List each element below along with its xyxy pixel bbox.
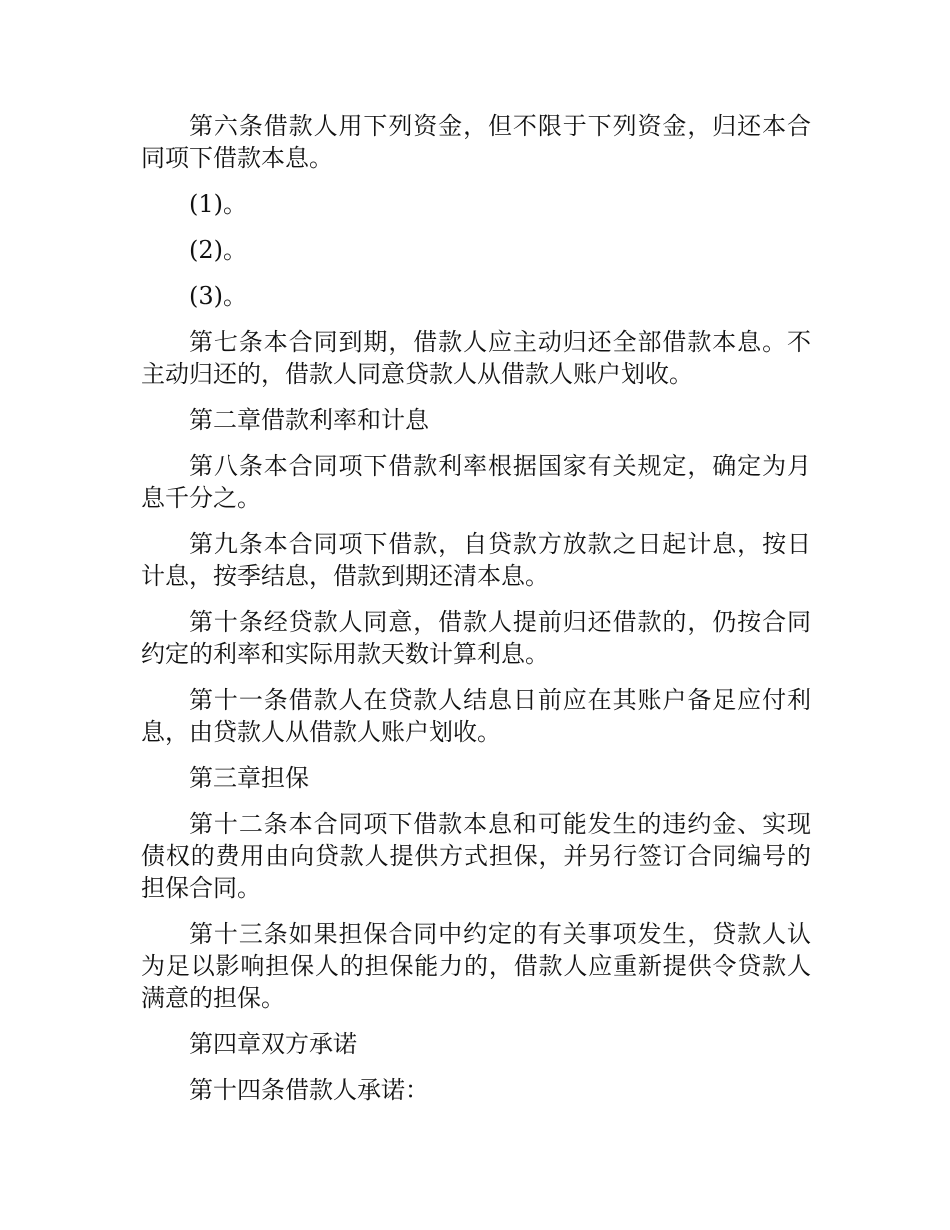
article-10: 第十条经贷款人同意，借款人提前归还借款的，仍按合同约定的利率和实际用款天数计算利息。 (141, 608, 811, 668)
document-body (141, 110, 811, 1120)
article-9: 第九条本合同项下借款，自贷款方放款之日起计息，按日计息，按季结息，借款到期还清本息。 (141, 530, 811, 590)
article-7: 第七条本合同到期，借款人应主动归还全部借款本息。不主动归还的，借款人同意贷款人从借款人账户划收。 (141, 328, 811, 388)
list-item-3: (3)。 (189, 282, 247, 310)
chapter-3-heading: 第三章担保 (189, 764, 309, 792)
article-11: 第十一条借款人在贷款人结息日前应在其账户备足应付利息，由贷款人从借款人账户划收。 (141, 686, 811, 746)
chapter-2-heading: 第二章借款利率和计息 (189, 406, 429, 434)
article-6: 第六条借款人用下列资金，但不限于下列资金，归还本合同项下借款本息。 (141, 112, 811, 172)
article-13: 第十三条如果担保合同中约定的有关事项发生，贷款人认为足以影响担保人的担保能力的，借款人应重新提供令贷款人满意的担保。 (141, 920, 811, 1012)
list-item-1: (1)。 (189, 190, 247, 218)
article-14: 第十四条借款人承诺： (189, 1076, 429, 1104)
list-item-2: (2)。 (189, 236, 247, 264)
article-12: 第十二条本合同项下借款本息和可能发生的违约金、实现债权的费用由向贷款人提供方式担保，并另行签订合同编号的担保合同。 (141, 810, 811, 902)
article-8: 第八条本合同项下借款利率根据国家有关规定，确定为月息千分之。 (141, 452, 811, 512)
chapter-4-heading: 第四章双方承诺 (189, 1030, 357, 1058)
